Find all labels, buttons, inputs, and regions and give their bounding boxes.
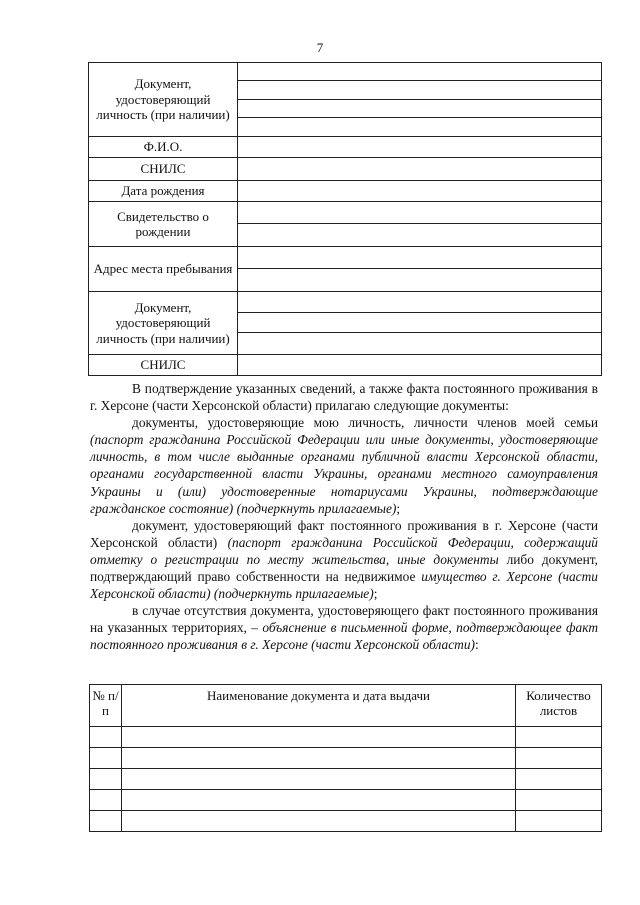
- form-row: [89, 355, 602, 376]
- table-row: [90, 790, 602, 811]
- form-field-line[interactable]: [238, 118, 601, 136]
- header-document-name: Наименование документа и дата выдачи: [122, 685, 516, 727]
- form-field-label: СНИЛС: [89, 158, 238, 181]
- number-cell[interactable]: [90, 727, 122, 748]
- item2-text: документ, удостоверяющий факт постоянного проживания в г. Херсоне (части Херсонской области): [90, 517, 598, 550]
- form-field-value[interactable]: [238, 247, 602, 292]
- form-field-line[interactable]: [238, 355, 601, 375]
- sheet-count-cell[interactable]: [516, 811, 602, 832]
- table-row: [90, 811, 602, 832]
- document-name-cell[interactable]: [122, 748, 516, 769]
- body-text: [90, 380, 598, 654]
- item3-end: :: [474, 637, 479, 653]
- item2-text-2: либо документ, подтверждающий право собственности на недвижимое: [90, 551, 598, 585]
- form-row: [89, 247, 602, 292]
- form-field-label: Свидетельство о рождении: [89, 202, 238, 247]
- form-field-value[interactable]: [238, 137, 602, 158]
- form-field-value[interactable]: [238, 158, 602, 181]
- document-name-cell[interactable]: [122, 769, 516, 790]
- item1-end: ;: [396, 500, 401, 516]
- table-row: [90, 769, 602, 790]
- item2-note: (паспорт гражданина Российской Федерации, содержащий отметку о регистрации по месту жительства, иные документы: [90, 534, 598, 567]
- form-field-line[interactable]: [238, 247, 601, 269]
- form-field-line[interactable]: [238, 181, 601, 201]
- item-identity-documents: [90, 414, 598, 517]
- number-cell[interactable]: [90, 790, 122, 811]
- sheet-count-cell[interactable]: [516, 790, 602, 811]
- form-field-label: Документ, удостоверяющий личность (при наличии): [89, 292, 238, 355]
- form-field-value[interactable]: [238, 181, 602, 202]
- form-field-line[interactable]: [238, 269, 601, 291]
- item1-note: (паспорт гражданина Российской Федерации или иные документы, удостоверяющие личность, в том числе выданные органами публичной власти Херсонской области, органами государственной власти Украины, органами местного самоуправления Украины и (или) удостоверенные нотариусами Украины, подтверждающие гражданское состояние) (подчеркнуть прилагаемые): [90, 432, 598, 516]
- personal-data-form: [88, 62, 602, 376]
- form-row: [89, 202, 602, 247]
- documents-table: [89, 684, 602, 832]
- form-field-line[interactable]: [238, 100, 601, 118]
- form-field-line[interactable]: [238, 158, 601, 180]
- sheet-count-cell[interactable]: [516, 769, 602, 790]
- form-field-label: Дата рождения: [89, 181, 238, 202]
- item1-text: документы, удостоверяющие мою личность, личности членов моей семьи: [132, 415, 598, 431]
- item2-note-2: имущество г. Херсоне (части Херсонской области) (подчеркнуть прилагаемые): [90, 569, 598, 602]
- item3-note: – объяснение в письменной форме, подтверждающее факт постоянного проживания в г. Херсоне (части Херсонской области): [90, 620, 598, 653]
- form-field-label: Ф.И.О.: [89, 137, 238, 158]
- form-field-label: Адрес места пребывания: [89, 247, 238, 292]
- item-residence-documents: [90, 517, 598, 602]
- form-field-line[interactable]: [238, 63, 601, 81]
- form-field-line[interactable]: [238, 137, 601, 157]
- form-row: [89, 181, 602, 202]
- page-number: 7: [316, 40, 324, 55]
- document-name-cell[interactable]: [122, 727, 516, 748]
- sheet-count-cell[interactable]: [516, 727, 602, 748]
- table-row: [90, 748, 602, 769]
- item2-end: ;: [373, 586, 378, 602]
- form-row: [89, 137, 602, 158]
- intro-paragraph: В подтверждение указанных сведений, а также факта постоянного проживания в г. Херсоне (части Херсонской области) прилагаю следующие документы:: [90, 381, 598, 414]
- form-field-line[interactable]: [238, 292, 601, 313]
- form-field-label: СНИЛС: [89, 355, 238, 376]
- form-field-line[interactable]: [238, 81, 601, 99]
- number-cell[interactable]: [90, 748, 122, 769]
- item3-text: в случае отсутствия документа, удостоверяющего факт постоянного проживания на указанных территориях,: [90, 603, 598, 636]
- document-name-cell[interactable]: [122, 811, 516, 832]
- form-field-value[interactable]: [238, 202, 602, 247]
- form-field-value[interactable]: [238, 63, 602, 137]
- header-sheet-count: Количество листов: [516, 685, 602, 727]
- form-field-value[interactable]: [238, 292, 602, 355]
- form-row: [89, 158, 602, 181]
- table-row: [90, 727, 602, 748]
- number-cell[interactable]: [90, 769, 122, 790]
- form-field-label: Документ, удостоверяющий личность (при наличии): [89, 63, 238, 137]
- item-explanation: [90, 602, 598, 653]
- form-field-line[interactable]: [238, 202, 601, 224]
- form-field-line[interactable]: [238, 224, 601, 246]
- form-row: [89, 63, 602, 137]
- form-field-line[interactable]: [238, 313, 601, 334]
- form-field-line[interactable]: [238, 333, 601, 354]
- form-row: [89, 292, 602, 355]
- document-name-cell[interactable]: [122, 790, 516, 811]
- header-number: № п/п: [90, 685, 122, 727]
- number-cell[interactable]: [90, 811, 122, 832]
- sheet-count-cell[interactable]: [516, 748, 602, 769]
- form-field-value[interactable]: [238, 355, 602, 376]
